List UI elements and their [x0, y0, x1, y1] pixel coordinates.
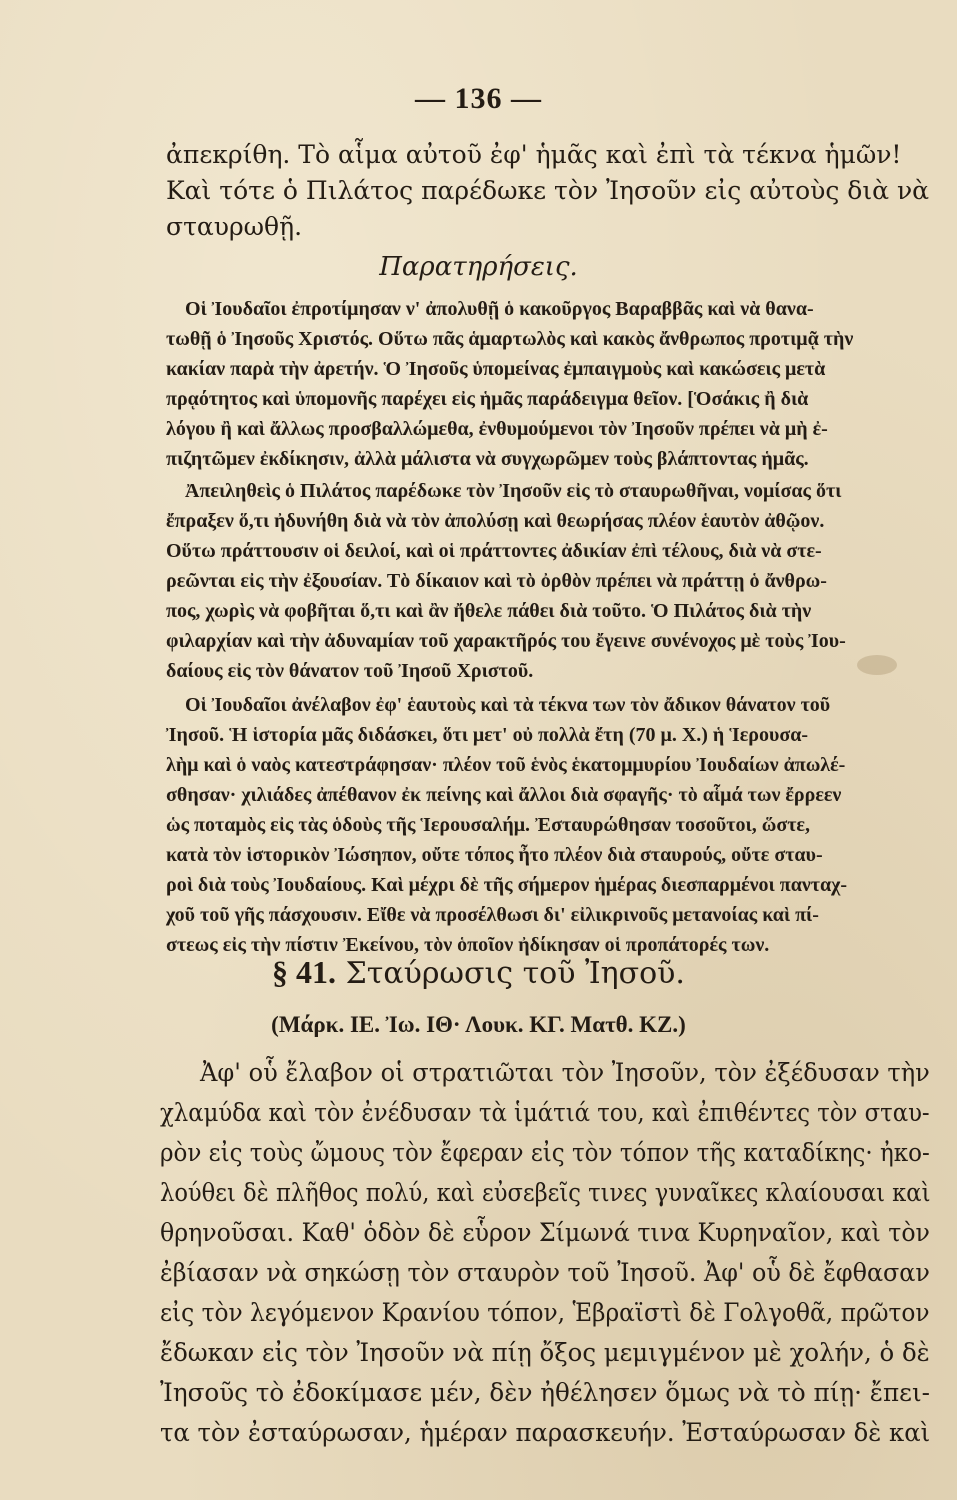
observation-line: δαίους εἰς τὸν θάνατον τοῦ Ἰησοῦ Χριστοῦ. — [166, 660, 534, 682]
page-number: — 136 — — [415, 82, 542, 115]
body-line: ἔδωκαν εἰς τὸν Ἰησοῦν νὰ πίῃ ὄξος μεμιγμένον μὲ χολήν, ὁ δὲ — [160, 1338, 930, 1367]
body-line: εἰς τὸν λεγόμενον Κρανίου τόπον, Ἑβραϊστὶ δὲ Γολγοθᾶ, πρῶτον — [160, 1298, 930, 1327]
observation-line: Οἱ Ἰουδαῖοι ἀνέλαβον ἐφ' ἑαυτοὺς καὶ τὰ τέκνα των τὸν ἄδικον θάνατον τοῦ — [185, 694, 831, 716]
observation-line: στεως εἰς τὴν πίστιν Ἐκείνου, τὸν ὁποῖον ἠδίκησαν οἱ προπάτορές των. — [166, 934, 770, 956]
intro-line: Καὶ τότε ὁ Πιλάτος παρέδωκε τὸν Ἰησοῦν εἰς αὐτοὺς διὰ νὰ — [166, 176, 930, 205]
intro-line: ἀπεκρίθη. Τὸ αἷμα αὐτοῦ ἐφ' ἡμᾶς καὶ ἐπὶ τὰ τέκνα ἡμῶν! — [166, 140, 902, 169]
observation-line: ἔπραξεν ὅ,τι ἠδυνήθη διὰ νὰ τὸν ἀπολύσῃ καὶ θεωρήσας πλέον ἑαυτὸν ἀθῷον. — [166, 510, 825, 532]
body-line: θρηνοῦσαι. Καθ' ὁδὸν δὲ εὗρον Σίμωνά τινα Κυρηναῖον, καὶ τὸν — [160, 1218, 930, 1247]
observation-line: ὡς ποταμὸς εἰς τὰς ὁδοὺς τῆς Ἱερουσαλήμ. Ἐσταυρώθησαν τοσοῦτοι, ὥστε, — [166, 814, 810, 836]
observation-line: ρεῶνται εἰς τὴν ἐξουσίαν. Τὸ δίκαιον καὶ τὸ ὀρθὸν πρέπει νὰ πράττῃ ὁ ἄνθρω- — [166, 570, 827, 592]
observation-line: πρᾳότητος καὶ ὑπομονῆς παρέχει εἰς ἡμᾶς παράδειγμα θεῖον. [Ὁσάκις ἢ διὰ — [166, 388, 809, 410]
section-references: (Μάρκ. ΙΕ. Ἰω. ΙΘ· Λουκ. ΚΓ. Ματθ. ΚΖ.) — [271, 1012, 686, 1037]
observation-line: χοῦ τοῦ γῆς πάσχουσιν. Εἴθε νὰ προσέλθωσι δι' εἰλικρινοῦς μετανοίας καὶ πί- — [166, 904, 819, 926]
observation-line: Οὕτω πράττουσιν οἱ δειλοί, καὶ οἱ πράττοντες ἀδικίαν ἐπὶ τέλους, διὰ νὰ στε- — [166, 540, 822, 562]
observations-heading: Παρατηρήσεις. — [379, 252, 578, 282]
observation-line: λόγου ἢ καὶ ἄλλως προσβαλλώμεθα, ἐνθυμούμενοι τὸν Ἰησοῦν πρέπει νὰ μὴ ἐ- — [166, 418, 828, 440]
section-title: Σταύρωσις τοῦ Ἰησοῦ. — [345, 956, 685, 991]
section-heading — [0, 954, 957, 991]
observation-line: κακίαν παρὰ τὴν ἀρετήν. Ὁ Ἰησοῦς ὑπομείνας ἐμπαιγμοὺς καὶ κακώσεις μετὰ — [166, 358, 826, 380]
body-line: Ἰησοῦς τὸ ἐδοκίμασε μέν, δὲν ἠθέλησεν ὅμως νὰ τὸ πίῃ· ἔπει- — [160, 1378, 930, 1407]
body-line: Ἀφ' οὗ ἔλαβον οἱ στρατιῶται τὸν Ἰησοῦν, τὸν ἐξέδυσαν τὴν — [200, 1058, 930, 1087]
observation-line: Οἱ Ἰουδαῖοι ἐπροτίμησαν ν' ἀπολυθῇ ὁ κακοῦργος Βαραββᾶς καὶ νὰ θανα- — [185, 298, 814, 320]
body-line: ρὸν εἰς τοὺς ὤμους τὸν ἔφεραν εἰς τὸν τόπον τῆς καταδίκης· ἠκο- — [160, 1138, 930, 1167]
observation-line: πιζητῶμεν ἐκδίκησιν, ἀλλὰ μάλιστα νὰ συγχωρῶμεν τοὺς βλάπτοντας ἡμᾶς. — [166, 448, 809, 470]
paper-stain — [857, 655, 897, 675]
observation-line: Ἰησοῦ. Ἡ ἱστορία μᾶς διδάσκει, ὅτι μετ' οὐ πολλὰ ἔτη (70 μ. Χ.) ἡ Ἱερουσα- — [166, 724, 809, 746]
observation-line: φιλαρχίαν καὶ τὴν ἀδυναμίαν τοῦ χαρακτῆρός του ἔγεινε συνένοχος μὲ τοὺς Ἰου- — [166, 630, 846, 652]
body-line: τα τὸν ἐσταύρωσαν, ἡμέραν παρασκευήν. Ἐσταύρωσαν δὲ καὶ — [160, 1418, 931, 1447]
observation-line: λὴμ καὶ ὁ ναὸς κατεστράφησαν· πλέον τοῦ ἑνὸς ἑκατομμυρίου Ἰουδαίων ἀπωλέ- — [166, 754, 846, 776]
observation-line: Ἀπειληθεὶς ὁ Πιλάτος παρέδωκε τὸν Ἰησοῦν εἰς τὸ σταυρωθῆναι, νομίσας ὅτι — [185, 480, 842, 502]
observation-line: σθησαν· χιλιάδες ἀπέθανον ἐκ πείνης καὶ ἄλλοι διὰ σφαγῆς· τὸ αἷμά των ἔρρεεν — [166, 784, 842, 806]
body-line: λούθει δὲ πλῆθος πολύ, καὶ εὐσεβεῖς τινες γυναῖκες κλαίουσαι καὶ — [160, 1178, 931, 1207]
observation-line: τωθῇ ὁ Ἰησοῦς Χριστός. Οὕτω πᾶς ἁμαρτωλὸς καὶ κακὸς ἄνθρωπος προτιμᾷ τὴν — [166, 328, 854, 350]
intro-line: σταυρωθῇ. — [166, 212, 303, 241]
body-line: ἐβίασαν νὰ σηκώσῃ τὸν σταυρὸν τοῦ Ἰησοῦ. Ἀφ' οὗ δὲ ἔφθασαν — [160, 1258, 930, 1287]
observation-line: ροὶ διὰ τοὺς Ἰουδαίους. Καὶ μέχρι δὲ τῆς σήμερον ἡμέρας διεσπαρμένοι πανταχ- — [166, 874, 848, 896]
section-number: § 41. — [272, 954, 337, 990]
observation-line: κατὰ τὸν ἱστορικὸν Ἰώσηπον, οὔτε τόπος ἦτο πλέον διὰ σταυρούς, οὔτε σταυ- — [166, 844, 823, 866]
observation-line: πος, χωρὶς νὰ φοβῆται ὅ,τι καὶ ἂν ἤθελε πάθει διὰ τοῦτο. Ὁ Πιλάτος διὰ τὴν — [166, 600, 812, 622]
body-line: χλαμύδα καὶ τὸν ἐνέδυσαν τὰ ἱμάτιά του, καὶ ἐπιθέντες τὸν σταυ- — [160, 1098, 930, 1127]
